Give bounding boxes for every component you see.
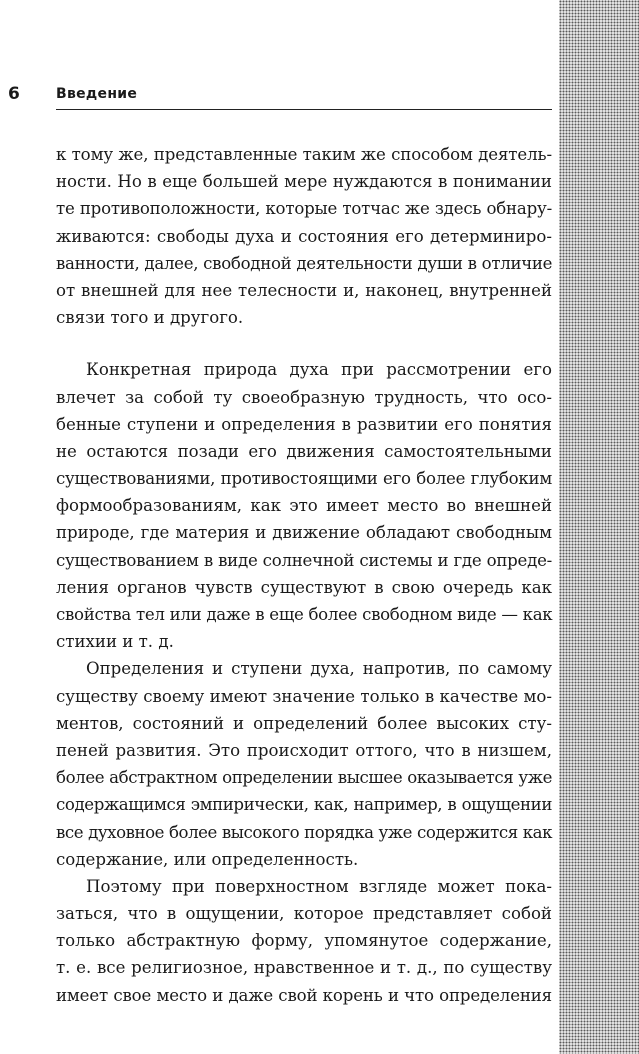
text-line: свойства тел или даже в еще более свободном виде — как (56, 605, 553, 624)
text-line: стихии и т. д. (56, 632, 174, 652)
text-line: ности. Но в еще большей мере нуждаются в понимании (56, 172, 552, 192)
text-line: все духовное более высокого порядка уже содержится как (56, 822, 552, 842)
text-line: существованием в виде солнечной системы и где опреде- (56, 550, 552, 570)
text-line: бенные ступени и определения в развитии его понятия (56, 414, 552, 434)
text-line: только абстрактную форму, упомянутое содержание, (56, 931, 552, 951)
text-line: т. е. все религиозное, нравственное и т. д., по существу (56, 958, 552, 978)
text-line: более абстрактном определении высшее оказывается уже (56, 768, 552, 788)
header-rule (56, 109, 552, 110)
text-line: ментов, состояний и определений более высоких сту- (56, 713, 552, 733)
text-line: пеней развития. Это происходит оттого, что в низшем, (56, 740, 552, 760)
text-line: Определения и ступени духа, напротив, по самому (86, 659, 552, 679)
text-line: содержание, или определенность. (56, 849, 359, 869)
text-line: от внешней для нее телесности и, наконец, внутренней (56, 280, 552, 300)
body-text (56, 141, 552, 1009)
text-line: связи того и другого. (56, 308, 244, 328)
page-number: 6 (8, 84, 20, 104)
text-line: те противоположности, которые тотчас же здесь обнару- (56, 199, 552, 219)
text-line: не остаются позади его движения самостоятельными (56, 441, 552, 461)
text-line: ванности, далее, свободной деятельности души в отличие (56, 253, 553, 273)
paragraph (56, 873, 552, 1009)
text-line: существованиями, противостоящими его более глубоким (56, 469, 552, 489)
text-line: заться, что в ощущении, которое представляет собой (56, 904, 552, 924)
paragraph (56, 356, 552, 655)
text-line: к тому же, представленные таким же способом деятель- (56, 145, 552, 164)
text-line: Конкретная природа духа при рассмотрении его (86, 360, 552, 380)
text-line: ления органов чувств существуют в свою очередь как (56, 577, 552, 597)
text-line: природе, где материя и движение обладают свободным (56, 523, 552, 543)
text-line: Поэтому при поверхностном взгляде может пока- (86, 876, 552, 896)
text-line: содержащимся эмпирически, как, например, в ощущении (56, 795, 552, 815)
paragraph (56, 655, 552, 873)
text-line: существу своему имеют значение только в качестве мо- (56, 686, 552, 706)
halftone-page-edge (559, 0, 639, 1054)
text-line: имеет свое место и даже свой корень и что определения (56, 985, 552, 1005)
running-head: Введение (56, 86, 138, 102)
text-line: живаются: свободы духа и состояния его детерминиро- (56, 226, 552, 246)
paragraph-gap (56, 331, 552, 356)
text-line: формообразованиям, как это имеет место во внешней (56, 496, 552, 516)
text-line: влечет за собой ту своеобразную трудность, что осо- (56, 387, 552, 407)
paragraph (56, 141, 552, 331)
